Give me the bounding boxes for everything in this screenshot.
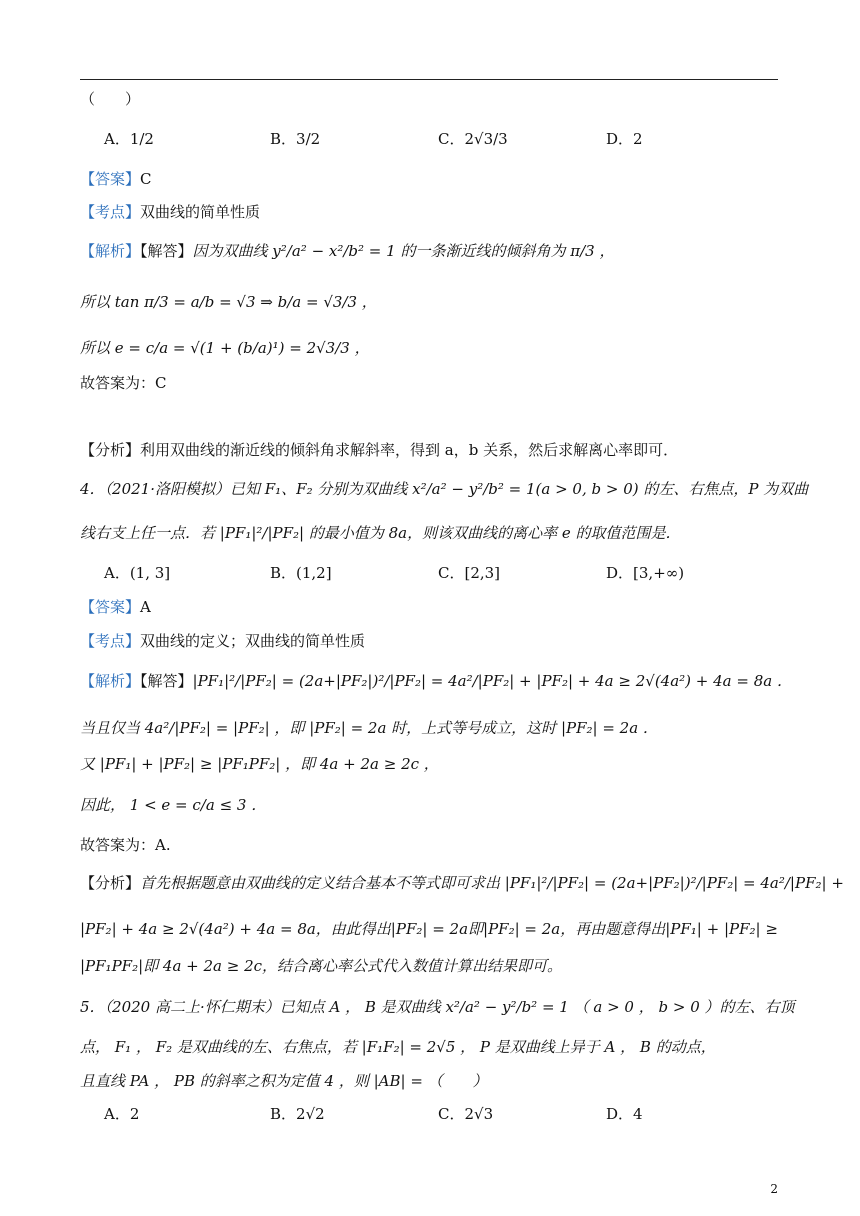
q3-option-b: B．3/2 (270, 130, 321, 148)
q3-point-line (80, 201, 260, 223)
q4-comment-1: 首先根据题意由双曲线的定义结合基本不等式即可求出 |PF₁|²/|PF₂| = (2a+|PF₂|)²/|PF₂| = 4a²/|PF₂| + (140, 874, 844, 892)
q3-sol-2: 所以 tan π/3 = a/b = √3 ⇒ b/a = √3/3 ， (80, 293, 377, 311)
q5-stem-3: 且直线 PA ， PB 的斜率之积为定值 4 ，则 |AB| = （ ） (80, 1072, 488, 1090)
q4-stem-1: 4．（2021·洛阳模拟）已知 F₁、F₂ 分别为双曲线 x²/a² − y²/b² = 1(a > 0, b > 0) 的左、右焦点，P 为双曲 (80, 480, 809, 498)
page-number: 2 (770, 1182, 778, 1196)
q5-option-a: A．2 (104, 1105, 140, 1123)
q4-sol-5: 故答案为：A. (80, 836, 171, 854)
point-tag: 【考点】 (80, 632, 141, 650)
analysis-tag: 【解析】 (80, 672, 141, 690)
q5-stem-1: 5．（2020 高二上·怀仁期末）已知点 A ， B 是双曲线 x²/a² − y²/b² = 1 （ a > 0 ， b > 0 ）的左、右顶 (80, 998, 795, 1016)
solve-tag: 【解答】 (140, 672, 193, 690)
q3-sol-1: 因为双曲线 y²/a² − x²/b² = 1 的一条渐近线的倾斜角为 π/3 ， (192, 242, 615, 260)
q5-stem-2: 点， F₁ ， F₂ 是双曲线的左、右焦点，若 |F₁F₂| = 2√5 ， P 是双曲线上异于 A ， B 的动点， (80, 1038, 716, 1056)
q4-sol-1: |PF₁|²/|PF₂| = (2a+|PF₂|)²/|PF₂| = 4a²/|PF₂| + |PF₂| + 4a ≥ 2√(4a²) + 4a = 8a ． (192, 672, 792, 690)
q5-option-c: C．2√3 (438, 1105, 494, 1123)
solve-tag: 【解答】 (140, 242, 193, 260)
q3-option-d: D．2 (606, 130, 643, 148)
q3-sol-4: 故答案为：C (80, 374, 167, 392)
q4-sol-4: 因此， 1 < e = c/a ≤ 3 ． (80, 796, 267, 814)
point-tag: 【考点】 (80, 203, 141, 221)
answer-tag: 【答案】 (80, 598, 141, 616)
q3-solution-line-1 (80, 240, 614, 262)
q4-comment-line-1 (80, 872, 844, 894)
q4-option-b: B．(1,2] (270, 564, 332, 582)
q5-option-b: B．2√2 (270, 1105, 325, 1123)
q3-stem-tail: （ ） (80, 90, 141, 108)
q4-stem-2: 线右支上任一点．若 |PF₁|²/|PF₂| 的最小值为 8a，则该双曲线的离心率 e 的取值范围是． (80, 524, 681, 542)
q3-sol-3: 所以 e = c/a = √(1 + (b/a)¹) = 2√3/3 ， (80, 339, 370, 357)
q4-point-line (80, 630, 365, 652)
analysis-tag: 【解析】 (80, 242, 141, 260)
q4-sol-2: 当且仅当 4a²/|PF₂| = |PF₂| ，即 |PF₂| = 2a 时，上式等号成立，这时 |PF₂| = 2a ． (80, 719, 658, 737)
q4-option-a: A．(1, 3] (104, 564, 171, 582)
q3-answer: C (140, 170, 152, 188)
q5-option-d: D．4 (606, 1105, 643, 1123)
comment-tag: 【分析】 (80, 441, 141, 459)
header-rule (80, 79, 778, 80)
q3-option-c: C．2√3/3 (438, 130, 508, 148)
q3-comment-line (80, 439, 678, 461)
answer-tag: 【答案】 (80, 170, 141, 188)
q4-point: 双曲线的定义；双曲线的简单性质 (140, 632, 366, 650)
q4-answer: A (140, 598, 151, 616)
q3-option-a: A．1/2 (104, 130, 154, 148)
q4-option-c: C．[2,3] (438, 564, 501, 582)
q4-solution-line-1 (80, 670, 792, 692)
q3-answer-line (80, 168, 152, 190)
q4-sol-3: 又 |PF₁| + |PF₂| ≥ |PF₁PF₂| ，即 4a + 2a ≥ 2c ， (80, 755, 439, 773)
q4-option-d: D．[3,+∞) (606, 564, 685, 582)
q3-point: 双曲线的简单性质 (140, 203, 261, 221)
q4-comment-3: |PF₁PF₂|即 4a + 2a ≥ 2c，结合离心率公式代入数值计算出结果即可。 (80, 957, 563, 975)
comment-tag: 【分析】 (80, 874, 141, 892)
q4-answer-line (80, 596, 151, 618)
q3-comment: 利用双曲线的渐近线的倾斜角求解斜率，得到 a，b 关系，然后求解离心率即可． (140, 441, 679, 459)
q4-comment-2: |PF₂| + 4a ≥ 2√(4a²) + 4a = 8a，由此得出|PF₂| = 2a即|PF₂| = 2a，再由题意得出|PF₁| + |PF₂| ≥ (80, 920, 778, 938)
